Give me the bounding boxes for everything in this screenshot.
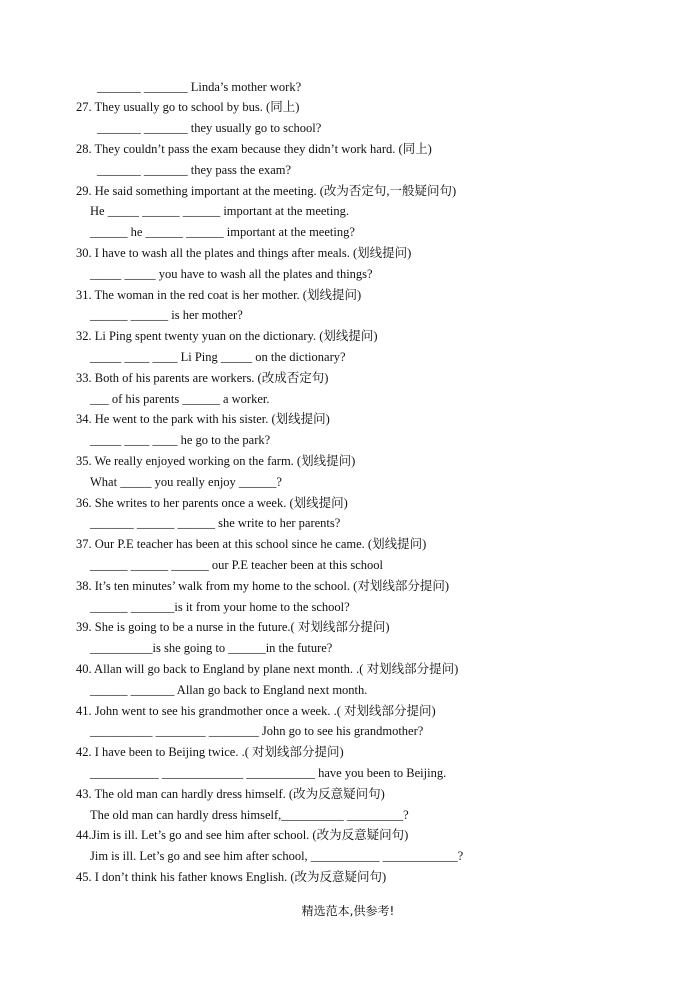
- line-33: 42. I have been to Beijing twice. .( 对划线部分提问): [76, 745, 344, 759]
- line-20: What _____ you really enjoy ______?: [90, 475, 282, 489]
- line-01: _______ _______ Linda’s mother work?: [97, 80, 302, 94]
- line-19: 35. We really enjoyed working on the farm. (划线提问): [76, 454, 356, 468]
- line-37: 44.Jim is ill. Let’s go and see him after school. (改为反意疑问句): [76, 828, 409, 842]
- line-26: ______ _______is it from your home to the school?: [90, 600, 350, 614]
- line-06: 29. He said something important at the meeting. (改为否定句,一般疑问句): [76, 184, 457, 198]
- line-27: 39. She is going to be a nurse in the future.( 对划线部分提问): [76, 620, 390, 634]
- line-36: The old man can hardly dress himself,__________ _________?: [90, 808, 409, 822]
- line-05: _______ _______ they pass the exam?: [97, 163, 292, 177]
- line-25: 38. It’s ten minutes’ walk from my home to the school. (对划线部分提问): [76, 579, 449, 593]
- line-21: 36. She writes to her parents once a week. (划线提问): [76, 496, 348, 510]
- line-02: 27. They usually go to school by bus. (同上): [76, 100, 300, 114]
- line-38: Jim is ill. Let’s go and see him after school, ___________ ____________?: [90, 849, 464, 863]
- line-29: 40. Allan will go back to England by plane next month. .( 对划线部分提问): [76, 662, 459, 676]
- line-04: 28. They couldn’t pass the exam because they didn’t work hard. (同上): [76, 142, 432, 156]
- line-17: 34. He went to the park with his sister. (划线提问): [76, 412, 330, 426]
- line-16: ___ of his parents ______ a worker.: [90, 392, 270, 406]
- line-24: ______ ______ ______ our P.E teacher been at this school: [90, 558, 384, 572]
- line-12: ______ ______ is her mother?: [90, 308, 243, 322]
- line-15: 33. Both of his parents are workers. (改成否定句): [76, 371, 329, 385]
- line-31: 41. John went to see his grandmother once a week. .( 对划线部分提问): [76, 704, 436, 718]
- line-34: ___________ _____________ ___________ have you been to Beijing.: [90, 766, 447, 780]
- line-28: __________is she going to ______in the future?: [90, 641, 333, 655]
- line-14: _____ ____ ____ Li Ping _____ on the dictionary?: [90, 350, 346, 364]
- line-07: He _____ ______ ______ important at the meeting.: [90, 204, 349, 218]
- line-11: 31. The woman in the red coat is her mother. (划线提问): [76, 288, 362, 302]
- line-39: 45. I don’t think his father knows English. (改为反意疑问句): [76, 870, 387, 884]
- line-23: 37. Our P.E teacher has been at this school since he came. (划线提问): [76, 537, 427, 551]
- line-35: 43. The old man can hardly dress himself. (改为反意疑问句): [76, 787, 385, 801]
- line-09: 30. I have to wash all the plates and things after meals. (划线提问): [76, 246, 412, 260]
- page-footer: 精选范本,供参考!: [301, 904, 395, 918]
- line-10: _____ _____ you have to wash all the plates and things?: [90, 267, 373, 281]
- line-13: 32. Li Ping spent twenty yuan on the dictionary. (划线提问): [76, 329, 378, 343]
- line-30: ______ _______ Allan go back to England next month.: [90, 683, 368, 697]
- line-18: _____ ____ ____ he go to the park?: [90, 433, 271, 447]
- line-32: __________ ________ ________ John go to see his grandmother?: [90, 724, 424, 738]
- line-03: _______ _______ they usually go to school?: [97, 121, 322, 135]
- line-08: ______ he ______ ______ important at the meeting?: [90, 225, 355, 239]
- line-22: _______ ______ ______ she write to her parents?: [90, 516, 341, 530]
